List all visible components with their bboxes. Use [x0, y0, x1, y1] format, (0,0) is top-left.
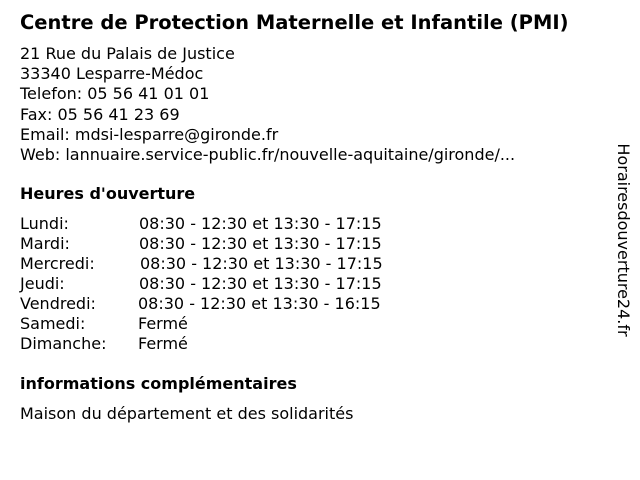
- opening-hours-heading: Heures d'ouverture: [20, 184, 196, 203]
- day-label: Lundi:: [20, 214, 69, 233]
- fax-number: Fax: 05 56 41 23 69: [20, 104, 180, 124]
- additional-info-heading: informations complémentaires: [20, 374, 297, 393]
- hours-value: 08:30 - 12:30 et 13:30 - 17:15: [140, 254, 383, 273]
- hours-value: Fermé: [138, 334, 188, 353]
- day-label: Dimanche:: [20, 334, 107, 353]
- additional-info-text: Maison du département et des solidarités: [20, 404, 354, 423]
- email-address: Email: mdsi-lesparre@gironde.fr: [20, 124, 279, 144]
- city-address: 33340 Lesparre-Médoc: [20, 64, 204, 84]
- day-label: Vendredi:: [20, 294, 96, 313]
- hours-value: 08:30 - 12:30 et 13:30 - 17:15: [139, 234, 382, 253]
- day-label: Jeudi:: [20, 274, 65, 293]
- website-url: Web: lannuaire.service-public.fr/nouvelle-aquitaine/gironde/...: [20, 144, 516, 164]
- hours-value: 08:30 - 12:30 et 13:30 - 17:15: [139, 274, 382, 293]
- hours-value: 08:30 - 12:30 et 13:30 - 17:15: [139, 214, 382, 233]
- watermark-site-name: Horairesdouverture24.fr: [614, 143, 633, 337]
- day-label: Mardi:: [20, 234, 70, 253]
- day-label: Samedi:: [20, 314, 86, 333]
- address-block: [20, 44, 515, 165]
- page-title: Centre de Protection Maternelle et Infantile (PMI): [20, 11, 569, 34]
- day-label: Mercredi:: [20, 254, 95, 273]
- phone-number: Telefon: 05 56 41 01 01: [20, 84, 210, 104]
- hours-value: 08:30 - 12:30 et 13:30 - 16:15: [138, 294, 381, 313]
- hours-value: Fermé: [138, 314, 188, 333]
- street-address: 21 Rue du Palais de Justice: [20, 44, 235, 63]
